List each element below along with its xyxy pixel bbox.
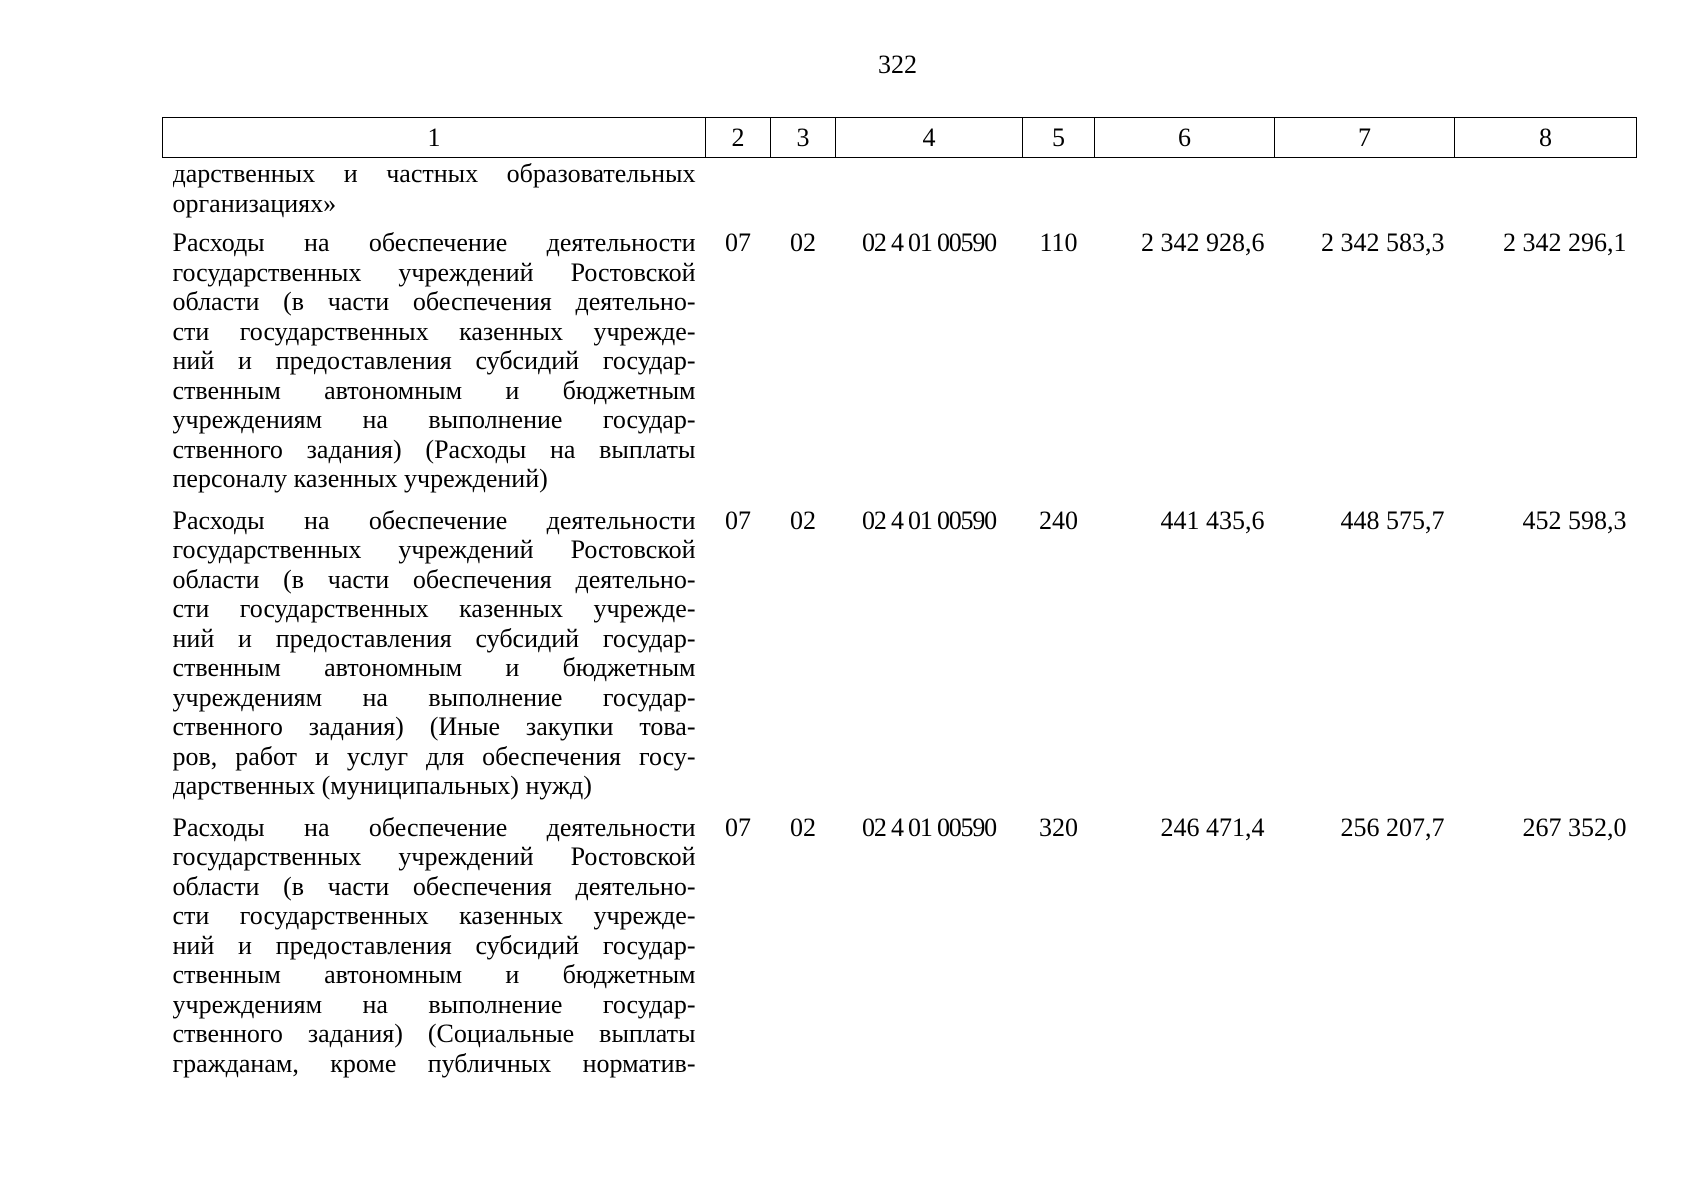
continuation-row	[163, 158, 1637, 229]
header-cell-1: 1	[163, 118, 706, 158]
description-line: сти государственных казенных учрежде-	[172, 594, 696, 623]
header-cell-5: 5	[1023, 118, 1095, 158]
subsection-code: 02	[790, 228, 816, 257]
header-row	[163, 118, 1637, 158]
description-line: государственных учреждений Ростовской	[172, 535, 696, 564]
description-line: государственных учреждений Ростовской	[172, 842, 696, 871]
expense-type-code: 320	[1039, 812, 1078, 842]
header-cell-2: 2	[706, 118, 771, 158]
description-line: ров, работ и услуг для обеспечения госу-	[172, 741, 696, 771]
amount-col6: 441 435,6	[1160, 505, 1265, 535]
description-line: сти государственных казенных учрежде-	[172, 901, 696, 930]
target-article-code: 02 4 01 00590	[862, 505, 996, 535]
expense-type-code: 110	[1039, 228, 1078, 257]
description-line: учреждениям на выполнение государ-	[172, 682, 696, 712]
header-cell-8: 8	[1455, 118, 1637, 158]
description-line: области (в части обеспечения деятельно-	[172, 871, 696, 901]
table-row	[163, 813, 1637, 1091]
subsection-code: 02	[790, 505, 816, 535]
description-line: государственных учреждений Ростовской	[172, 257, 696, 287]
target-article-code: 02 4 01 00590	[862, 228, 996, 257]
section-code: 07	[725, 228, 751, 257]
description-line: дарственных (муниципальных) нужд)	[172, 771, 592, 800]
amount-col6: 246 471,4	[1160, 812, 1265, 842]
description-line: сти государственных казенных учрежде-	[172, 316, 696, 346]
target-article-code: 02 4 01 00590	[862, 812, 996, 842]
description-line: ственным автономным и бюджетным	[172, 960, 696, 989]
description-line: ственного задания) (Расходы на выплаты	[172, 434, 696, 464]
amount-col7: 2 342 583,3	[1321, 228, 1445, 257]
amount-col7: 256 207,7	[1340, 812, 1445, 842]
description-line: дарственных и частных образовательных	[172, 159, 696, 188]
table-row	[163, 228, 1637, 506]
description-line: ственным автономным и бюджетным	[172, 375, 696, 405]
row-description	[163, 506, 706, 813]
budget-table	[162, 117, 1637, 1090]
header-cell-3: 3	[771, 118, 836, 158]
row-description	[163, 813, 706, 1091]
description-line: гражданам, кроме публичных норматив-	[172, 1048, 696, 1078]
description-line: области (в части обеспечения деятельно-	[172, 564, 696, 594]
header-cell-4: 4	[836, 118, 1023, 158]
description-line: Расходы на обеспечение деятельности	[172, 505, 696, 535]
description-line: ний и предоставления субсидий государ-	[172, 623, 696, 653]
page-number: 322	[878, 50, 917, 79]
row-description	[163, 228, 706, 506]
amount-col8: 267 352,0	[1522, 812, 1627, 842]
continuation-description	[163, 158, 706, 229]
section-code: 07	[725, 505, 751, 535]
description-line: организациях»	[172, 188, 337, 218]
amount-col8: 452 598,3	[1522, 505, 1627, 535]
description-line: ний и предоставления субсидий государ-	[172, 346, 696, 375]
description-line: учреждениям на выполнение государ-	[172, 405, 696, 434]
description-line: Расходы на обеспечение деятельности	[172, 228, 696, 257]
amount-col8: 2 342 296,1	[1503, 228, 1627, 257]
description-line: ственного задания) (Иные закупки това-	[172, 712, 696, 741]
description-line: персоналу казенных учреждений)	[172, 464, 548, 493]
expense-type-code: 240	[1039, 505, 1078, 535]
subsection-code: 02	[790, 812, 816, 842]
description-line: Расходы на обеспечение деятельности	[172, 812, 696, 842]
header-cell-7: 7	[1275, 118, 1455, 158]
description-line: ственного задания) (Социальные выплаты	[172, 1019, 696, 1048]
amount-col6: 2 342 928,6	[1141, 228, 1265, 257]
description-line: ний и предоставления субсидий государ-	[172, 930, 696, 960]
header-cell-6: 6	[1095, 118, 1275, 158]
description-line: учреждениям на выполнение государ-	[172, 989, 696, 1019]
description-line: области (в части обеспечения деятельно-	[172, 287, 696, 316]
table-row	[163, 506, 1637, 813]
amount-col7: 448 575,7	[1340, 505, 1445, 535]
section-code: 07	[725, 812, 751, 842]
description-line: ственным автономным и бюджетным	[172, 653, 696, 682]
